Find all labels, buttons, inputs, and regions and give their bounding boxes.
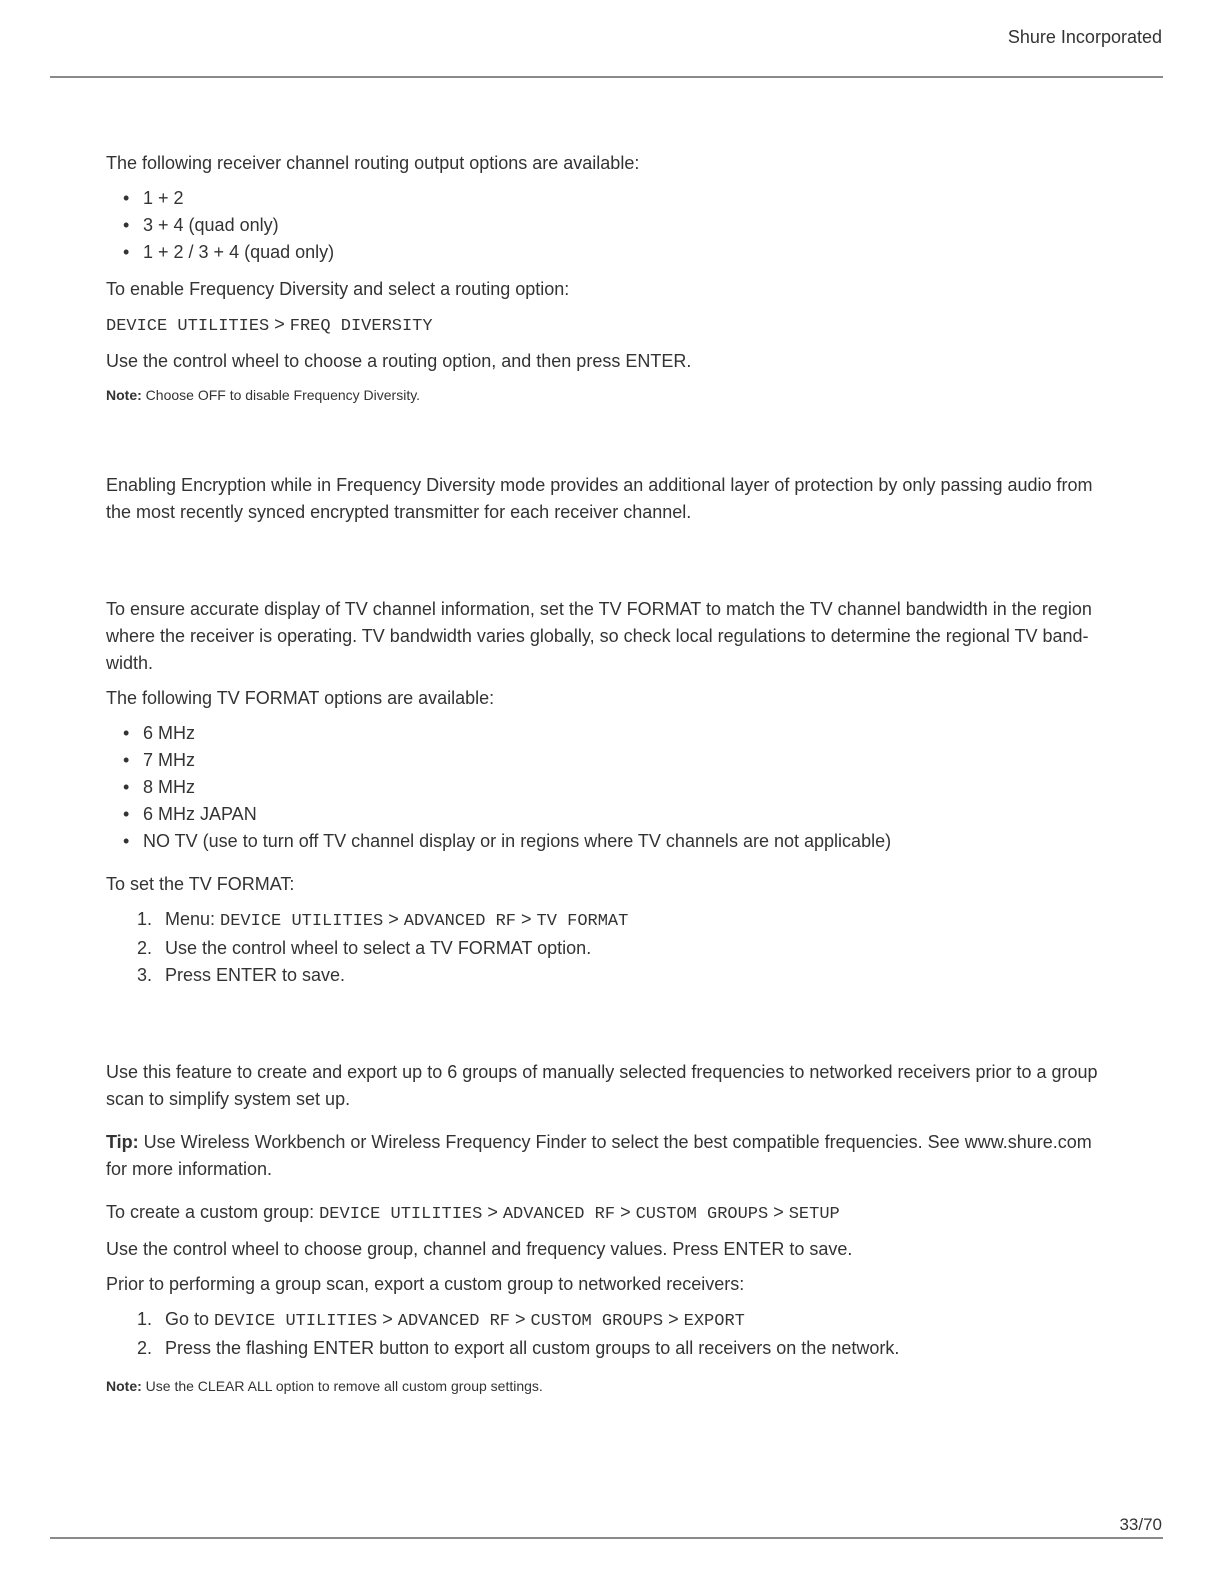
header-divider xyxy=(50,76,1163,78)
menu-path-part: EXPORT xyxy=(683,1312,745,1331)
tip-text: Use Wireless Workbench or Wireless Frequency Finder to select the best compatible frequencies. See www.shure.com for more information. xyxy=(106,1132,1092,1179)
menu-path-part: CUSTOM GROUPS xyxy=(635,1205,769,1224)
export-intro: Prior to performing a group scan, export a custom group to networked receivers: xyxy=(106,1274,745,1294)
menu-path-separator: > xyxy=(768,1202,789,1222)
list-item xyxy=(106,906,1106,935)
tv-set-text: To set the TV FORMAT: xyxy=(106,874,295,894)
wheel-text: Use the control wheel to choose a routing option, and then press ENTER. xyxy=(106,351,692,371)
menu-path-part: TV FORMAT xyxy=(536,912,629,931)
step-number: 1. xyxy=(137,909,153,929)
list-item: • 6 MHz xyxy=(106,720,1106,747)
tv-format-intro xyxy=(106,596,1106,677)
menu-path-part: ADVANCED RF xyxy=(403,912,516,931)
menu-path-separator: > xyxy=(482,1202,503,1222)
step-prefix: Menu: xyxy=(165,909,221,929)
list-item: • 6 MHz JAPAN xyxy=(106,801,1106,828)
create-prefix: To create a custom group: xyxy=(106,1202,320,1222)
menu-path-separator: > xyxy=(510,1309,531,1329)
menu-path-separator: > xyxy=(663,1309,684,1329)
note-label: Note: xyxy=(106,1378,142,1394)
menu-path-separator: > xyxy=(615,1202,636,1222)
tv-options-intro: The following TV FORMAT options are available: xyxy=(106,688,495,708)
create-group-text xyxy=(106,1199,1106,1228)
list-item: • 8 MHz xyxy=(106,774,1106,801)
step-number: 2. xyxy=(137,938,153,958)
list-item xyxy=(106,935,1106,962)
menu-path-part: ADVANCED RF xyxy=(502,1205,616,1224)
menu-path-part: DEVICE UTILITIES xyxy=(220,912,384,931)
page-header: Shure Incorporated xyxy=(1007,27,1162,47)
list-item: • 1 + 2 / 3 + 4 (quad only) xyxy=(106,239,1106,266)
step-text: Use the control wheel to select a TV FORMAT option. xyxy=(165,938,592,958)
list-item xyxy=(106,1306,1106,1335)
enable-text: To enable Frequency Diversity and select a routing option: xyxy=(106,279,570,299)
custom-groups-intro: Use this feature to create and export up to 6 groups of manually selected frequencies to networked receivers prior to a group scan to simplify system set up. xyxy=(106,1062,1098,1109)
menu-path-separator: > xyxy=(516,909,537,929)
list-item: • 7 MHz xyxy=(106,747,1106,774)
tv-options-list xyxy=(106,720,1106,855)
note-text: Use the CLEAR ALL option to remove all custom group settings. xyxy=(141,1378,543,1394)
list-item xyxy=(106,962,1106,989)
menu-path-separator: > xyxy=(383,909,404,929)
menu-path-part: SETUP xyxy=(788,1205,840,1224)
export-steps-list xyxy=(106,1306,1106,1362)
menu-path xyxy=(106,311,1106,340)
menu-path-part: DEVICE UTILITIES xyxy=(319,1205,483,1224)
tip xyxy=(106,1129,1106,1183)
menu-path-part: DEVICE UTILITIES xyxy=(106,317,270,336)
step-number: 1. xyxy=(137,1309,153,1329)
menu-path-part: CUSTOM GROUPS xyxy=(530,1312,664,1331)
note-text: Choose OFF to disable Frequency Diversity. xyxy=(141,387,421,403)
footer-divider xyxy=(50,1537,1163,1539)
routing-options-list xyxy=(106,185,1106,266)
step-text: Press the flashing ENTER button to export all custom groups to all receivers on the network. xyxy=(165,1338,900,1358)
menu-path-separator: > xyxy=(377,1309,398,1329)
note-label: Note: xyxy=(106,387,142,403)
tv-intro-line: To ensure accurate display of TV channel information, set the TV FORMAT to match the TV channel bandwidth in the region xyxy=(106,599,1092,619)
routing-intro: The following receiver channel routing output options are available: xyxy=(106,153,640,173)
group-wheel-text: Use the control wheel to choose group, channel and frequency values. Press ENTER to save. xyxy=(106,1239,853,1259)
tv-steps-list xyxy=(106,906,1106,989)
menu-path-part: DEVICE UTILITIES xyxy=(214,1312,378,1331)
step-text: Press ENTER to save. xyxy=(165,965,346,985)
list-item xyxy=(106,1335,1106,1362)
encryption-text: Enabling Encryption while in Frequency Diversity mode provides an additional layer of protection by only passing audio from the most recently synced encrypted transmitter for each receiver channel. xyxy=(106,475,1093,522)
page-content xyxy=(106,150,1106,1396)
step-number: 2. xyxy=(137,1338,153,1358)
menu-path-separator: > xyxy=(269,314,290,334)
list-item: • 1 + 2 xyxy=(106,185,1106,212)
note xyxy=(106,385,1106,405)
step-prefix: Go to xyxy=(165,1309,215,1329)
menu-path-part: FREQ DIVERSITY xyxy=(289,317,433,336)
page-number: 33/70 xyxy=(1119,1515,1162,1534)
tip-label: Tip: xyxy=(106,1132,139,1152)
list-item: • 3 + 4 (quad only) xyxy=(106,212,1106,239)
tv-intro-line: where the receiver is operating. TV bandwidth varies globally, so check local regulations to determine the regional TV band- xyxy=(106,626,1089,646)
tv-intro-line: width. xyxy=(106,653,154,673)
note xyxy=(106,1376,1106,1396)
menu-path-part: ADVANCED RF xyxy=(397,1312,510,1331)
step-number: 3. xyxy=(137,965,153,985)
list-item: • NO TV (use to turn off TV channel display or in regions where TV channels are not applicable) xyxy=(106,828,1106,855)
